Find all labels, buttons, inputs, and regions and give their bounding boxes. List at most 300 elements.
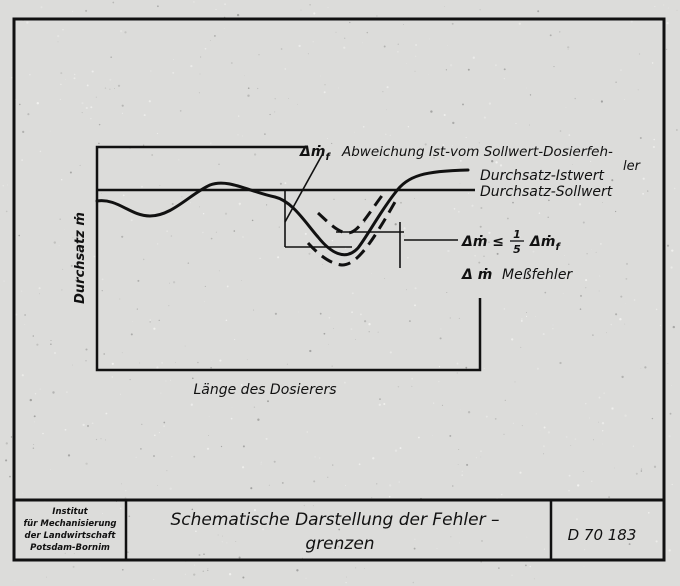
speckle	[432, 435, 433, 436]
speckle	[460, 183, 461, 184]
speckle	[50, 340, 51, 341]
speckle	[633, 446, 634, 447]
speckle	[109, 89, 110, 90]
institute-line-2: für Mechanisierung	[23, 519, 117, 529]
speckle	[515, 381, 516, 382]
speckle	[7, 185, 8, 186]
speckle	[324, 333, 326, 335]
speckle	[667, 245, 669, 247]
speckle	[185, 346, 186, 347]
speckle	[178, 159, 179, 160]
speckle	[281, 48, 283, 50]
speckle	[585, 279, 587, 281]
speckle	[82, 424, 84, 426]
speckle	[166, 230, 167, 231]
speckle	[327, 477, 328, 478]
speckle	[647, 190, 648, 191]
speckle	[338, 88, 339, 89]
speckle	[335, 32, 336, 33]
speckle	[369, 331, 370, 332]
speckle	[193, 456, 195, 458]
speckle	[224, 3, 226, 5]
formula-denominator: 5	[513, 243, 521, 256]
speckle	[480, 9, 481, 10]
formula-rhs: Δṁ$_f$	[530, 234, 560, 253]
speckle	[141, 186, 143, 188]
speckle	[226, 542, 227, 543]
speckle	[398, 386, 399, 387]
speckle	[530, 94, 531, 95]
deviation-dimension	[285, 155, 352, 247]
speckle	[313, 505, 314, 506]
speckle	[480, 207, 482, 209]
speckle	[237, 134, 238, 135]
speckle	[153, 328, 155, 330]
speckle	[360, 314, 362, 316]
speckle	[170, 488, 172, 490]
actual-throughput-curve	[97, 170, 468, 255]
speckle	[90, 118, 91, 119]
speckle	[27, 113, 29, 115]
speckle	[526, 88, 527, 89]
speckle	[320, 313, 322, 315]
speckle	[72, 11, 73, 12]
speckle	[313, 41, 314, 42]
speckle	[157, 5, 159, 7]
speckle	[210, 367, 211, 368]
speckle	[606, 332, 607, 333]
speckle	[253, 310, 254, 311]
speckle	[343, 47, 345, 49]
speckle	[666, 49, 667, 50]
speckle	[565, 107, 566, 108]
speckle	[602, 430, 603, 431]
speckle	[500, 164, 502, 166]
speckle	[9, 476, 11, 478]
speckle	[328, 344, 329, 345]
speckle	[301, 10, 302, 11]
speckle	[242, 236, 244, 238]
speckle	[449, 435, 451, 437]
speckle	[460, 410, 461, 411]
speckle	[466, 464, 468, 466]
speckle	[173, 281, 175, 283]
speckle	[332, 366, 333, 367]
speckle	[309, 4, 311, 6]
speckle	[3, 280, 4, 281]
speckle	[641, 368, 642, 369]
speckle	[219, 495, 220, 496]
speckle	[202, 232, 203, 233]
speckle	[444, 6, 445, 7]
speckle	[367, 32, 368, 33]
speckle	[440, 328, 441, 329]
speckle	[430, 110, 432, 112]
speckle	[50, 469, 51, 470]
speckle	[37, 102, 39, 104]
speckle	[54, 241, 56, 243]
speckle	[414, 539, 415, 540]
speckle	[527, 537, 528, 538]
speckle	[446, 292, 447, 293]
speckle	[242, 466, 244, 468]
speckle	[591, 249, 592, 250]
speckle	[64, 229, 65, 230]
speckle	[233, 230, 235, 232]
speckle	[437, 548, 438, 549]
speckle	[298, 45, 300, 47]
speckle	[59, 218, 61, 220]
speckle	[438, 381, 439, 382]
drawing-frame	[14, 19, 664, 560]
speckle	[631, 21, 633, 23]
speckle	[568, 49, 569, 50]
speckle	[379, 404, 381, 406]
speckle	[535, 316, 536, 317]
speckle	[501, 494, 502, 495]
speckle	[368, 323, 370, 325]
speckle	[515, 123, 516, 124]
speckle	[413, 582, 415, 584]
speckle	[59, 245, 60, 246]
speckle	[114, 88, 115, 89]
speckle	[454, 208, 456, 210]
speckle	[654, 466, 656, 468]
speckle	[190, 65, 192, 67]
speckle	[199, 92, 200, 93]
speckle	[592, 334, 594, 336]
speckle	[346, 577, 347, 578]
speckle	[389, 496, 391, 498]
speckle	[589, 418, 590, 419]
speckle	[257, 419, 259, 421]
speckle	[552, 328, 553, 329]
speckle	[102, 513, 103, 514]
speckle	[192, 378, 194, 380]
speckle	[214, 35, 216, 37]
speckle	[324, 91, 326, 93]
speckle	[544, 427, 546, 429]
speckle	[24, 324, 25, 325]
speckle	[376, 15, 377, 16]
institute-line-3: der Landwirtschaft	[24, 531, 116, 541]
speckle	[652, 62, 653, 63]
speckle	[526, 312, 527, 313]
speckle	[497, 253, 499, 255]
speckle	[354, 132, 355, 133]
speckle	[674, 188, 676, 190]
actual-value-label: Durchsatz-Istwert	[480, 168, 604, 184]
speckle	[458, 211, 460, 213]
speckle	[614, 468, 615, 469]
speckle	[150, 319, 152, 321]
speckle	[163, 422, 165, 424]
speckle	[504, 68, 506, 70]
speckle	[471, 205, 473, 207]
speckle	[520, 347, 521, 348]
speckle	[544, 549, 545, 550]
speckle	[663, 5, 664, 6]
speckle	[154, 434, 156, 436]
speckle	[530, 566, 532, 568]
speckle	[102, 290, 103, 291]
speckle	[452, 122, 454, 124]
speckle	[671, 266, 673, 268]
speckle	[544, 292, 546, 294]
speckle	[171, 235, 173, 237]
speckle	[248, 87, 250, 89]
x-axis-label: Länge des Dosierers	[193, 382, 337, 398]
speckle	[203, 213, 204, 214]
drawing-number: D 70 183	[567, 526, 637, 544]
speckle	[150, 70, 151, 71]
speckle	[165, 380, 166, 381]
speckle	[598, 422, 599, 423]
speckle	[428, 74, 429, 75]
speckle	[585, 287, 586, 288]
speckle	[624, 324, 625, 325]
speckle	[81, 102, 83, 104]
speckle	[203, 553, 205, 555]
speckle	[46, 577, 47, 578]
drawing-title-line-2: grenzen	[305, 534, 375, 554]
speckle	[468, 69, 470, 71]
speckle	[550, 34, 552, 36]
speckle	[11, 436, 12, 437]
speckle	[474, 255, 475, 256]
speckle	[676, 129, 677, 130]
speckle	[280, 183, 282, 185]
speckle	[575, 98, 576, 99]
speckle	[580, 308, 582, 310]
speckle	[130, 379, 131, 380]
speckle	[671, 385, 672, 386]
speckle	[244, 75, 245, 76]
speckle	[585, 403, 586, 404]
speckle	[125, 490, 126, 491]
speckle	[569, 475, 571, 477]
speckle	[398, 44, 399, 45]
speckle	[144, 114, 146, 116]
speckle	[143, 259, 145, 261]
speckle	[232, 407, 233, 408]
speckle	[534, 579, 535, 580]
speckle	[395, 450, 397, 452]
speckle	[543, 333, 545, 335]
speckle	[181, 196, 182, 197]
paper-speckles	[3, 1, 678, 583]
speckle	[239, 203, 241, 205]
speckle	[625, 278, 627, 280]
speckle	[625, 303, 626, 304]
speckle	[40, 151, 42, 153]
speckle	[382, 91, 383, 92]
speckle	[190, 202, 191, 203]
speckle	[519, 472, 521, 474]
speckle	[40, 389, 41, 390]
speckle	[626, 263, 628, 265]
speckle	[173, 59, 174, 60]
speckle	[132, 321, 133, 322]
speckle	[222, 536, 223, 537]
speckle	[90, 106, 92, 108]
speckle	[298, 311, 299, 312]
speckle	[122, 105, 124, 107]
speckle	[60, 84, 61, 85]
speckle	[112, 2, 114, 4]
speckle	[600, 243, 602, 245]
speckle	[15, 580, 16, 581]
speckle	[378, 332, 379, 333]
speckle	[156, 366, 158, 368]
speckle	[85, 348, 87, 350]
speckle	[576, 518, 578, 520]
speckle	[526, 316, 527, 317]
speckle	[160, 393, 161, 394]
speckle	[332, 240, 333, 241]
speckle	[6, 211, 8, 213]
speckle	[3, 185, 4, 186]
speckle	[521, 320, 523, 322]
speckle	[288, 98, 289, 99]
speckle	[333, 328, 334, 329]
speckle	[149, 100, 151, 102]
speckle	[444, 114, 446, 116]
speckle	[98, 143, 100, 145]
speckle	[415, 56, 416, 57]
speckle	[466, 137, 467, 138]
speckle	[207, 568, 208, 569]
speckle	[386, 109, 387, 110]
speckle	[460, 160, 462, 162]
speckle	[238, 116, 239, 117]
speckle	[308, 253, 310, 255]
speckle	[269, 114, 270, 115]
speckle	[478, 262, 480, 264]
speckle	[462, 471, 463, 472]
speckle	[82, 112, 83, 113]
speckle	[131, 219, 133, 221]
speckle	[227, 285, 229, 287]
speckle	[100, 568, 101, 569]
speckle	[504, 78, 505, 79]
speckle	[481, 540, 482, 541]
speckle	[569, 134, 571, 136]
speckle	[216, 232, 217, 233]
speckle	[584, 566, 585, 567]
speckle	[191, 404, 193, 406]
speckle	[118, 85, 120, 87]
speckle	[507, 218, 509, 220]
speckle	[653, 139, 655, 141]
speckle	[120, 508, 121, 509]
speckle	[304, 505, 305, 506]
speckle	[593, 439, 594, 440]
speckle	[484, 117, 486, 119]
speckle	[331, 143, 332, 144]
speckle	[139, 363, 140, 364]
speckle	[602, 422, 604, 424]
speckle	[62, 29, 63, 30]
speckle	[648, 512, 650, 514]
speckle	[543, 453, 544, 454]
speckle	[26, 21, 28, 23]
speckle	[136, 457, 137, 458]
speckle	[197, 362, 199, 364]
speckle	[601, 100, 603, 102]
speckle	[345, 485, 346, 486]
speckle	[34, 422, 35, 423]
speckle	[275, 313, 277, 315]
speckle	[511, 574, 513, 576]
speckle	[495, 418, 497, 420]
speckle	[39, 287, 41, 289]
speckle	[383, 403, 385, 405]
speckle	[320, 76, 321, 77]
speckle	[615, 82, 616, 83]
speckle	[266, 204, 267, 205]
speckle	[287, 364, 288, 365]
speckle	[579, 203, 581, 205]
speckle	[371, 273, 372, 274]
speckle	[575, 438, 577, 440]
speckle	[149, 321, 151, 323]
speckle	[489, 102, 491, 104]
speckle	[153, 455, 155, 457]
speckle	[207, 448, 209, 450]
speckle	[234, 339, 235, 340]
speckle	[584, 549, 585, 550]
speckle	[322, 264, 323, 265]
speckle	[384, 46, 386, 48]
speckle	[264, 133, 266, 135]
speckle	[296, 569, 298, 571]
speckle	[513, 423, 514, 424]
speckle	[669, 549, 671, 551]
speckle	[473, 57, 475, 59]
speckle	[74, 74, 75, 75]
speckle	[282, 482, 284, 484]
speckle	[559, 31, 560, 32]
speckle	[564, 255, 565, 256]
speckle	[364, 320, 366, 322]
speckle	[452, 485, 453, 486]
speckle	[72, 365, 73, 366]
speckle	[259, 258, 260, 259]
speckle	[241, 280, 242, 281]
speckle	[103, 353, 105, 355]
speckle	[398, 481, 400, 483]
speckle	[74, 553, 75, 554]
speckle	[414, 71, 415, 72]
speckle	[161, 362, 163, 364]
speckle	[218, 535, 219, 536]
speckle	[668, 363, 669, 364]
speckle	[21, 159, 22, 160]
speckle	[60, 72, 62, 74]
speckle	[670, 413, 672, 415]
speckle	[400, 447, 402, 449]
speckle	[567, 46, 569, 48]
speckle	[222, 541, 223, 542]
speckle	[96, 439, 97, 440]
speckle	[105, 413, 107, 415]
speckle	[307, 431, 308, 432]
speckle	[122, 113, 123, 114]
speckle	[334, 199, 335, 200]
speckle	[572, 164, 573, 165]
speckle	[476, 457, 477, 458]
